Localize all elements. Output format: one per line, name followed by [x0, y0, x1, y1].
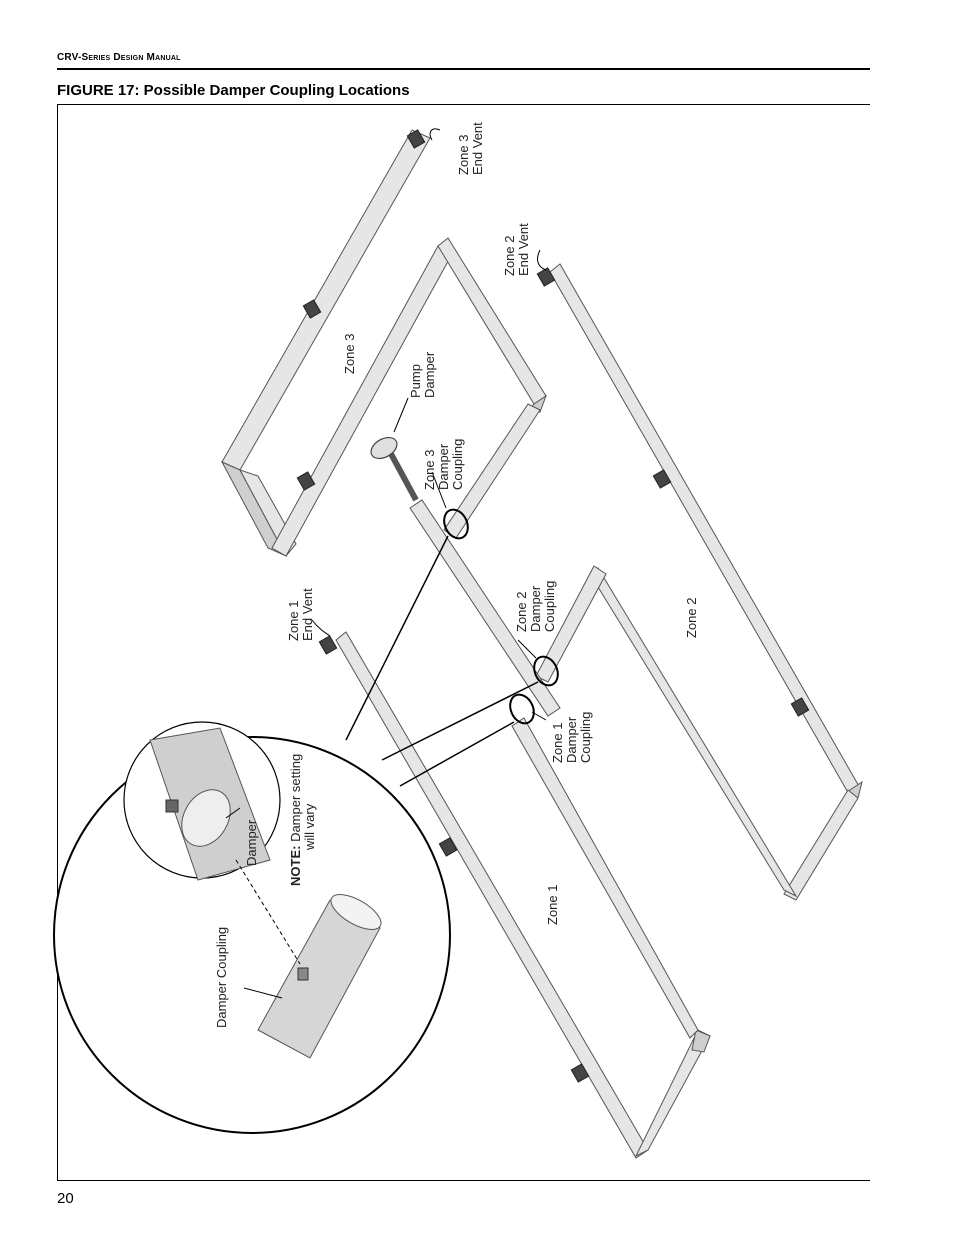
svg-text:Zone 1: Zone 1	[545, 884, 560, 925]
label-zone2-damper-coupling	[514, 581, 557, 632]
svg-text:Damper Coupling: Damper Coupling	[214, 926, 229, 1028]
svg-text:Zone 2: Zone 2	[684, 597, 699, 638]
svg-text:Coupling: Coupling	[578, 711, 593, 763]
svg-text:Zone 2: Zone 2	[514, 591, 529, 632]
svg-text:End Vent: End Vent	[516, 223, 531, 276]
zone2-loop	[536, 264, 862, 900]
figure-title: FIGURE 17: Possible Damper Coupling Locations	[57, 82, 410, 99]
label-zone1-end-vent	[286, 588, 315, 641]
label-pump-damper	[408, 351, 437, 398]
label-zone3-damper-coupling	[422, 439, 465, 490]
detail-circle	[54, 722, 450, 1133]
coupling-bolt-icon	[298, 968, 308, 980]
svg-text:Zone 1: Zone 1	[286, 600, 301, 641]
svg-text:Pump: Pump	[408, 364, 423, 398]
label-zone1	[545, 885, 560, 925]
svg-text:Coupling: Coupling	[542, 580, 557, 632]
svg-text:Zone 3: Zone 3	[422, 449, 437, 490]
svg-text:Coupling: Coupling	[450, 438, 465, 490]
label-zone2-end-vent	[502, 223, 531, 276]
label-zone3	[342, 334, 357, 374]
svg-text:End Vent: End Vent	[300, 588, 315, 641]
label-damper	[244, 819, 259, 866]
svg-text:NOTE: Damper setting: NOTE: Damper setting	[288, 753, 303, 886]
svg-text:Damper: Damper	[436, 443, 451, 490]
svg-text:will vary: will vary	[302, 803, 317, 850]
label-zone1-damper-coupling	[550, 712, 593, 763]
svg-text:Zone 1: Zone 1	[550, 722, 565, 763]
zone3-loop	[222, 130, 546, 556]
svg-text:Damper: Damper	[244, 819, 259, 866]
manual-title: CRV-Series Design Manual	[57, 52, 181, 63]
svg-text:Zone 2: Zone 2	[502, 235, 517, 276]
label-zone3-end-vent	[456, 122, 485, 175]
svg-text:Damper: Damper	[564, 716, 579, 763]
page-number: 20	[57, 1190, 74, 1207]
svg-text:Damper: Damper	[422, 351, 437, 398]
svg-text:Damper: Damper	[528, 585, 543, 632]
zone1-end-vent-icon	[319, 636, 336, 654]
label-zone2	[684, 598, 699, 638]
label-damper-coupling	[214, 927, 229, 1028]
svg-text:Zone 3: Zone 3	[342, 333, 357, 374]
svg-text:End Vent: End Vent	[470, 122, 485, 175]
svg-text:Zone 3: Zone 3	[456, 134, 471, 175]
